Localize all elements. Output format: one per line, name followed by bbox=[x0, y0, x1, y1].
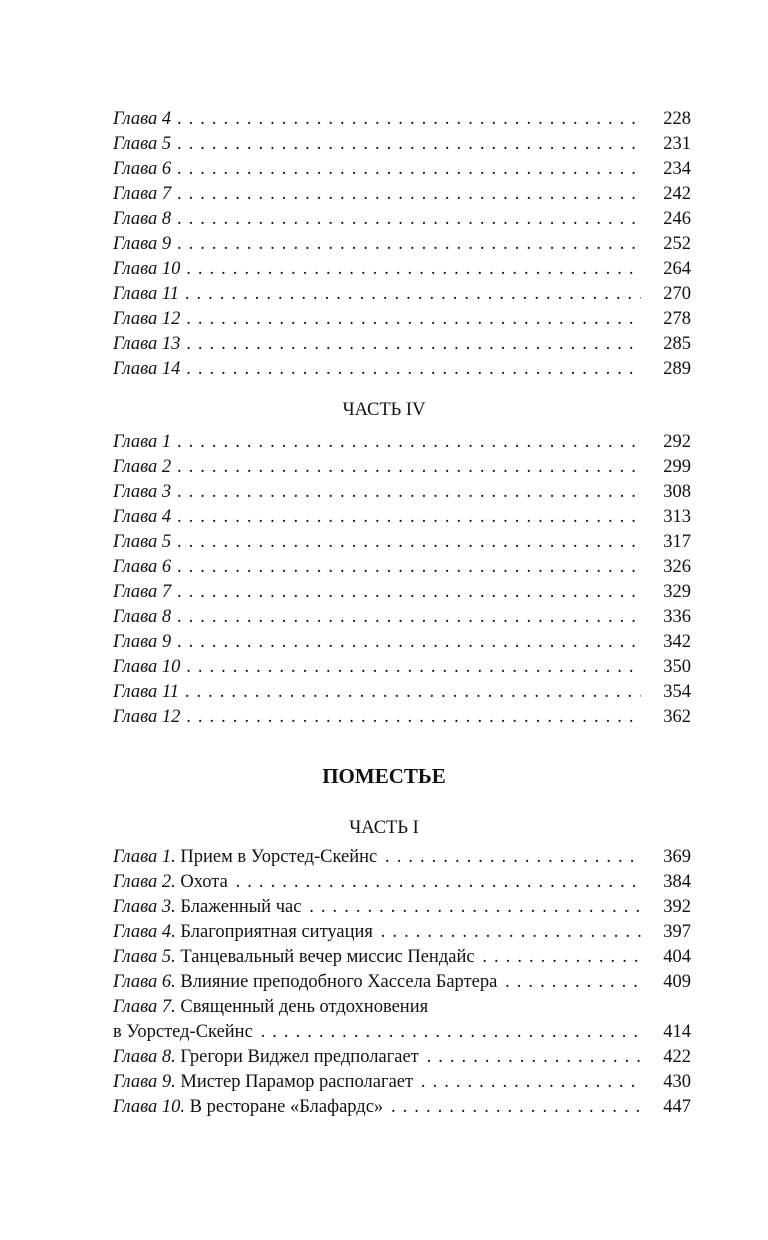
toc-entry[interactable]: Глава 9 . . . 252 bbox=[113, 232, 691, 257]
toc-entry[interactable]: Глава 3 . . . 308 bbox=[113, 480, 691, 505]
toc-entry[interactable]: Глава 10 . . . 350 bbox=[113, 655, 691, 680]
toc-block-part-4 bbox=[113, 430, 691, 730]
toc-entry[interactable]: Глава 10 . . . 264 bbox=[113, 257, 691, 282]
toc-entry-continuation[interactable]: в Уорстед-Скейнс . . . 414 bbox=[113, 1020, 691, 1045]
toc-entry[interactable]: Глава 2. Охота . . . 384 bbox=[113, 870, 691, 895]
toc-entry[interactable]: Глава 11 . . . 270 bbox=[113, 282, 691, 307]
toc-entry[interactable]: Глава 1 . . . 292 bbox=[113, 430, 691, 455]
toc-entry[interactable]: Глава 8 . . . 246 bbox=[113, 207, 691, 232]
toc-entry[interactable]: Глава 5 . . . 317 bbox=[113, 530, 691, 555]
toc-entry[interactable]: Глава 6. Влияние преподобного Хассела Бартера . . . 409 bbox=[113, 970, 691, 995]
toc-block-book-2-part-1 bbox=[113, 845, 691, 1120]
toc-entry-first-line[interactable]: Глава 7. Священный день отдохновения bbox=[113, 997, 429, 1017]
toc-entry[interactable]: Глава 13 . . . 285 bbox=[113, 332, 691, 357]
toc-entry[interactable]: Глава 3. Блаженный час . . . 392 bbox=[113, 895, 691, 920]
toc-entry[interactable]: Глава 9 . . . 342 bbox=[113, 630, 691, 655]
toc-entry[interactable]: Глава 8. Грегори Виджел предполагает . . . 422 bbox=[113, 1045, 691, 1070]
toc-entry[interactable]: Глава 11 . . . 354 bbox=[113, 680, 691, 705]
toc-entry[interactable]: Глава 1. Прием в Уорстед-Скейнс . . . 369 bbox=[113, 845, 691, 870]
toc-entry[interactable]: Глава 6 . . . 326 bbox=[113, 555, 691, 580]
toc-entry[interactable]: Глава 5 . . . 231 bbox=[113, 132, 691, 157]
toc-entry[interactable]: Глава 14 . . . 289 bbox=[113, 357, 691, 382]
toc-entry[interactable]: Глава 10. В ресторане «Блафардс» . . . 447 bbox=[113, 1095, 691, 1120]
toc-entry[interactable]: Глава 5. Танцевальный вечер миссис Пендайс . . . 404 bbox=[113, 945, 691, 970]
part-1-heading: ЧАСТЬ I bbox=[349, 818, 419, 838]
toc-entry[interactable]: Глава 8 . . . 336 bbox=[113, 605, 691, 630]
toc-block-previous-part bbox=[113, 107, 691, 382]
part-4-heading: ЧАСТЬ IV bbox=[342, 400, 426, 420]
toc-entry[interactable]: Глава 12 . . . 362 bbox=[113, 705, 691, 730]
toc-entry[interactable]: Глава 2 . . . 299 bbox=[113, 455, 691, 480]
toc-entry[interactable]: Глава 7 . . . 242 bbox=[113, 182, 691, 207]
toc-entry[interactable]: Глава 4. Благоприятная ситуация . . . 397 bbox=[113, 920, 691, 945]
toc-entry[interactable]: Глава 7 . . . 329 bbox=[113, 580, 691, 605]
toc-entry[interactable]: Глава 9. Мистер Парамор располагает . . . 430 bbox=[113, 1070, 691, 1095]
toc-entry[interactable]: Глава 4 . . . 228 bbox=[113, 107, 691, 132]
toc-entry[interactable]: Глава 4 . . . 313 bbox=[113, 505, 691, 530]
toc-entry[interactable]: Глава 6 . . . 234 bbox=[113, 157, 691, 182]
book-title: ПОМЕСТЬЕ bbox=[322, 764, 446, 788]
toc-entry[interactable]: Глава 12 . . . 278 bbox=[113, 307, 691, 332]
